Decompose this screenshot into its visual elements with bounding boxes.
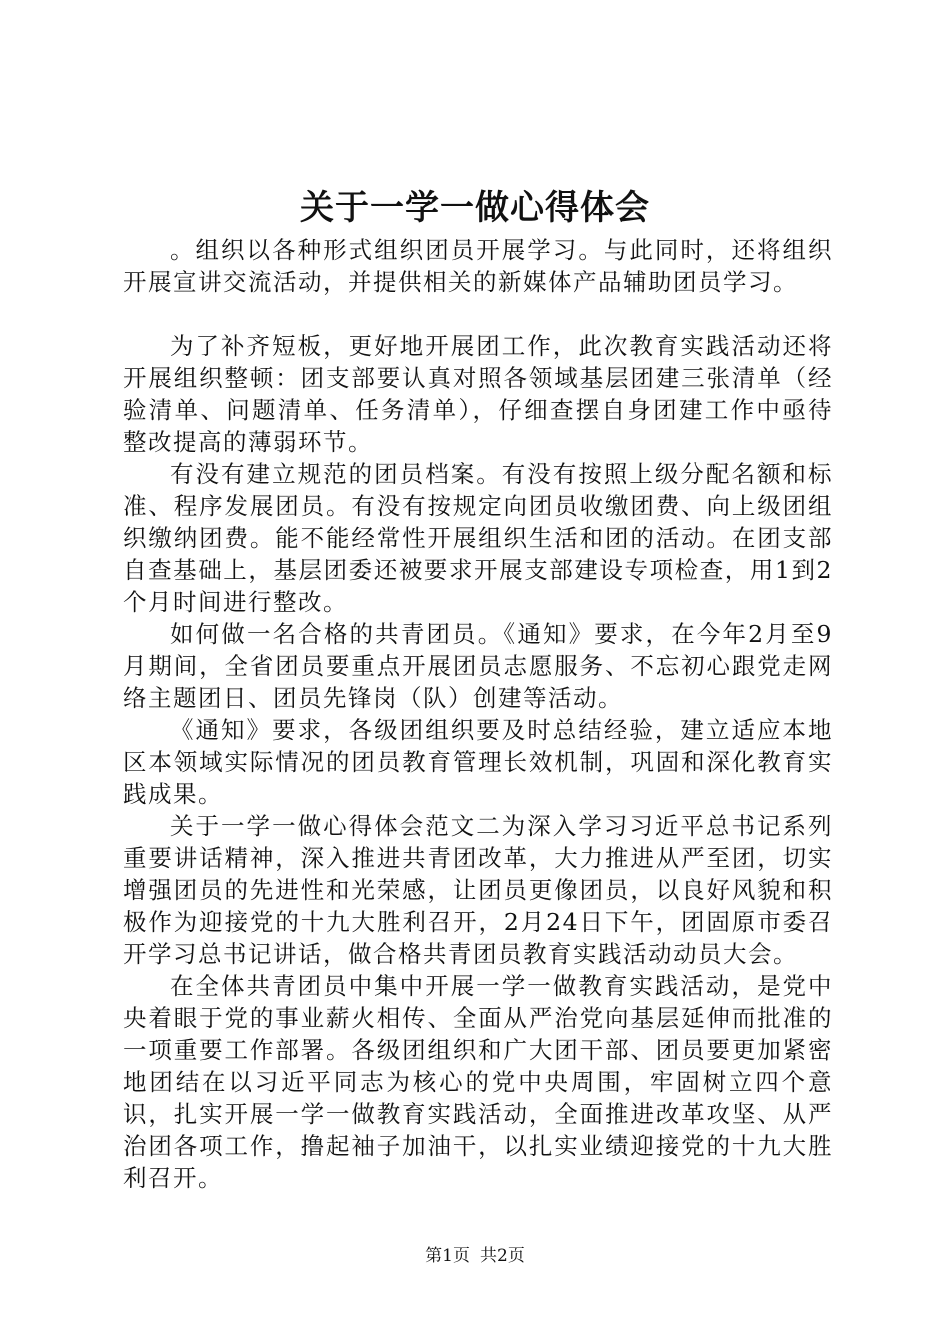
paragraph: 关于一学一做心得体会范文二为深入学习习近平总书记系列重要讲话精神，深入推进共青团改革，大力推进从严至团，切实增强团员的先进性和光荣感，让团员更像团员，以良好风貌和积极作为迎接党的十九大胜利召开，2月24日下午，团固原市委召开学习总书记讲话，做合格共青团员教育实践活动动员大会。 [123, 812, 833, 968]
document-body [123, 234, 833, 1194]
paragraph: 在全体共青团员中集中开展一学一做教育实践活动，是党中央着眼于党的事业薪火相传、全面从严治党向基层延伸而批准的一项重要工作部署。各级团组织和广大团干部、团员要更加紧密地团结在以习近平同志为核心的党中央周围，牢固树立四个意识，扎实开展一学一做教育实践活动，全面推进改革攻坚、从严治团各项工作，撸起袖子加油干，以扎实业绩迎接党的十九大胜利召开。 [123, 972, 833, 1192]
page-number: 第1页 [425, 1246, 470, 1266]
document-title: 关于一学一做心得体会 [300, 188, 650, 228]
paragraph: 为了补齐短板，更好地开展团工作，此次教育实践活动还将开展组织整顿：团支部要认真对照各领域基层团建三张清单（经验清单、问题清单、任务清单），仔细查摆自身团建工作中亟待整改提高的薄弱环节。 [123, 332, 833, 456]
paragraph: 。组织以各种形式组织团员开展学习。与此同时，还将组织开展宣讲交流活动，并提供相关的新媒体产品辅助团员学习。 [123, 236, 833, 296]
paragraph: 有没有建立规范的团员档案。有没有按照上级分配名额和标准、程序发展团员。有没有按规定向团员收缴团费、向上级团组织缴纳团费。能不能经常性开展组织生活和团的活动。在团支部自查基础上，基层团委还被要求开展支部建设专项检查，用1到2个月时间进行整改。 [123, 460, 833, 616]
page-footer [0, 1244, 950, 1268]
paragraph: 《通知》要求，各级团组织要及时总结经验，建立适应本地区本领域实际情况的团员教育管理长效机制，巩固和深化教育实践成果。 [123, 716, 833, 808]
paragraph: 如何做一名合格的共青团员。《通知》要求，在今年2月至9月期间，全省团员要重点开展团员志愿服务、不忘初心跟党走网络主题团日、团员先锋岗（队）创建等活动。 [123, 620, 833, 712]
page-total: 共2页 [480, 1246, 525, 1266]
